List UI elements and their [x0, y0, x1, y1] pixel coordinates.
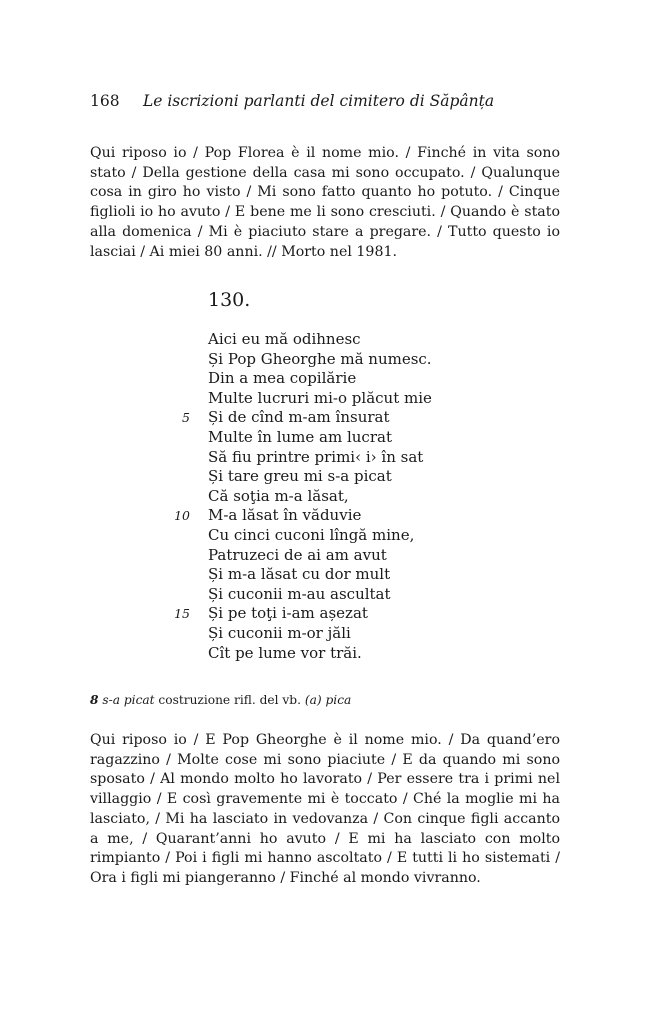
- poem-line-text: Patruzeci de ai am avut: [208, 545, 387, 564]
- poem-line: [160, 546, 432, 566]
- translation-paragraph-130: Qui riposo io / E Pop Gheorghe è il nome mio. / Da quand’ero ragazzino / Molte cose mi sono piaciute / E da quando mi sono sposato / Al mondo molto ho lavorato / Per essere tra i primi nel villaggio / E così gravemente mi è toccato / Ché la moglie mi ha lasciato, / Mi ha lasciato in vedovanza / Con cinque figli accanto a me, / Quarant’anni ho avuto / E mi ha lasciato con molto rimpianto / Poi i figli mi hanno ascoltato / E tutti li ho sistemati / Ora i figli mi piangeranno / Finché al mondo vivranno.: [90, 732, 560, 886]
- poem-line-text: Că soţia m-a lăsat,: [208, 486, 349, 505]
- poem-line: [160, 350, 432, 370]
- poem-line-text: Să fiu printre primi‹ i› în sat: [208, 447, 424, 466]
- poem-line-text: Aici eu mă odihnesc: [208, 330, 361, 348]
- footnote-number: 8: [90, 693, 99, 707]
- running-header: [90, 92, 570, 110]
- page-number: 168: [90, 92, 120, 110]
- poem-line: [160, 369, 432, 389]
- poem-line-text: Multe lucruri mi-o plăcut mie: [208, 388, 432, 407]
- poem-line: [160, 487, 432, 507]
- poem-lines: [160, 330, 432, 663]
- poem-line-text: Din a mea copilărie: [208, 369, 357, 388]
- translation-paragraph-129: Qui riposo io / Pop Florea è il nome mio. / Finché in vita sono stato / Della gestione della casa mi sono occupato. / Qualunque cosa in giro ho visto / Mi sono fatto quanto ho potuto. / Cinque figlioli io ho avuto / E bene me li sono cresciuti. / Quando è stato alla domenica / Mi è piaciuto stare a pregare. / Tutto questo io lasciai / Ai miei 80 anni. // Morto nel 1981.: [90, 145, 560, 260]
- poem-line-text: Și m-a lăsat cu dor mult: [208, 565, 391, 584]
- poem-line: [160, 389, 432, 409]
- poem-line: [160, 585, 432, 605]
- poem-line: [160, 526, 432, 546]
- poem-line: [160, 467, 432, 487]
- footnote: [90, 693, 351, 707]
- poem-line: [160, 604, 432, 624]
- poem-number: 130.: [208, 289, 251, 311]
- poem-line: [160, 624, 432, 644]
- footnote-verb: (a) pica: [304, 693, 352, 707]
- poem-line: [160, 565, 432, 585]
- poem-line: [160, 330, 432, 350]
- footnote-text: costruzione rifl. del vb.: [154, 693, 305, 707]
- poem-line-text: Și cuconii m-or jăli: [208, 623, 351, 642]
- line-number: 5: [182, 410, 190, 426]
- footnote-term: s-a picat: [102, 693, 155, 707]
- poem-line: [160, 448, 432, 468]
- poem-line: [160, 506, 432, 526]
- poem-line-text: Și de cînd m-am însurat: [208, 408, 390, 427]
- running-title: Le iscrizioni parlanti del cimitero di Săpânța: [142, 92, 495, 110]
- poem-line-text: Cu cinci cuconi lîngă mine,: [208, 525, 415, 544]
- poem-line-text: M-a lăsat în văduvie: [208, 506, 362, 525]
- poem-line-text: Și pe toţi i-am așezat: [208, 604, 368, 623]
- poem-line-text: Și cuconii m-au ascultat: [208, 584, 391, 603]
- poem-line-text: Și Pop Gheorghe mă numesc.: [208, 349, 432, 368]
- poem-line-text: Multe în lume am lucrat: [208, 427, 392, 446]
- poem-line: [160, 428, 432, 448]
- poem-line: [160, 408, 432, 428]
- poem-line: [160, 644, 432, 664]
- poem-line-text: Și tare greu mi s-a picat: [208, 467, 392, 486]
- line-number: 10: [174, 508, 190, 524]
- poem-line-text: Cît pe lume vor trăi.: [208, 643, 362, 662]
- line-number: 15: [174, 606, 190, 622]
